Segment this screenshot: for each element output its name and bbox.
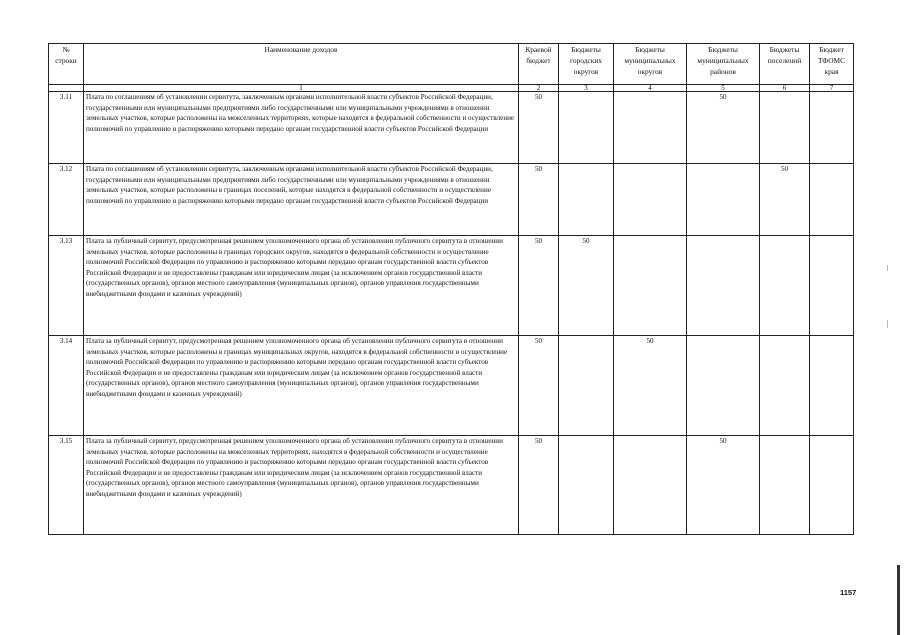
value-city-districts bbox=[559, 336, 614, 436]
value-regional-budget: 50 bbox=[519, 236, 559, 336]
value-municipal-districts: 50 bbox=[614, 336, 687, 436]
table-row bbox=[49, 336, 854, 436]
column-number bbox=[49, 85, 84, 92]
value-regional-budget: 50 bbox=[519, 164, 559, 236]
value-city-districts: 50 bbox=[559, 236, 614, 336]
value-tfoms bbox=[810, 336, 854, 436]
value-settlements bbox=[760, 92, 810, 164]
header-row-number: № строки bbox=[49, 44, 84, 85]
value-municipal-regions bbox=[687, 336, 760, 436]
value-tfoms bbox=[810, 92, 854, 164]
column-number: 2 bbox=[519, 85, 559, 92]
row-number: 3.15 bbox=[49, 436, 84, 535]
value-city-districts bbox=[559, 92, 614, 164]
row-number: 3.11 bbox=[49, 92, 84, 164]
column-number: 4 bbox=[614, 85, 687, 92]
row-number: 3.14 bbox=[49, 336, 84, 436]
table-row bbox=[49, 436, 854, 535]
row-number: 3.12 bbox=[49, 164, 84, 236]
scan-margin-mark bbox=[887, 320, 888, 328]
revenue-description: Плата по соглашениям об установлении сервитута, заключенным органами исполнительной власти субъектов Российской Федерации, государственными или муниципальными предприятиями либо государственными или муниципальными учреждениями в отношении земельных участков, которые расположены в границах поселений, которые находятся в федеральной собственности и осуществление полномочий по управлению и распоряжению которыми передано органам государственной власти субъектов Российской Федерации bbox=[84, 164, 519, 236]
revenue-description: Плата за публичный сервитут, предусмотренная решением уполномоченного органа об установлении публичного сервитута в отношении земельных участков, которые расположены в границах городских округов, находятся в федеральной собственности и осуществление полномочий Российской Федерации по управлению и распоряжению которыми передано органам государственной власти субъектов Российской Федерации и не предоставлены гражданам или юридическим лицам (за исключением органов государственной власти (государственных органов), органов местного самоуправления (муниципальных органов), органов управления государственными внебюджетными фондами и казенных учреждений) bbox=[84, 236, 519, 336]
row-number: 3.13 bbox=[49, 236, 84, 336]
value-regional-budget: 50 bbox=[519, 436, 559, 535]
column-number: 6 bbox=[760, 85, 810, 92]
column-number-row bbox=[49, 85, 854, 92]
revenue-distribution-table bbox=[48, 43, 854, 535]
column-number: 7 bbox=[810, 85, 854, 92]
revenue-description: Плата по соглашениям об установлении сервитута, заключенным органами исполнительной власти субъектов Российской Федерации, государственными или муниципальными предприятиями либо государственными или муниципальными учреждениями в отношении земельных участков, которые расположены на межселенных территориях, которые находятся в федеральной собственности и осуществление полномочий по управлению и распоряжению которыми передано органам государственной власти субъектов Российской Федерации bbox=[84, 92, 519, 164]
value-settlements bbox=[760, 236, 810, 336]
table-row bbox=[49, 164, 854, 236]
value-regional-budget: 50 bbox=[519, 336, 559, 436]
table-row bbox=[49, 236, 854, 336]
value-municipal-districts bbox=[614, 164, 687, 236]
header-city-districts-budgets: Бюджеты городских округов bbox=[559, 44, 614, 85]
page-number: 1157 bbox=[840, 588, 857, 597]
header-revenue-name: Наименование доходов bbox=[84, 44, 519, 85]
revenue-description: Плата за публичный сервитут, предусмотренная решением уполномоченного органа об установлении публичного сервитута в отношении земельных участков, которые расположены в границах муниципальных округов, находятся в федеральной собственности и осуществление полномочий Российской Федерации по управлению и распоряжению которыми передано органам государственной власти субъектов Российской Федерации и не предоставлены гражданам или юридическим лицам (за исключением органов государственной власти (государственных органов), органов местного самоуправления (муниципальных органов), органов управления государственными внебюджетными фондами и казенных учреждений) bbox=[84, 336, 519, 436]
value-municipal-regions: 50 bbox=[687, 92, 760, 164]
header-municipal-districts-budgets: Бюджеты муниципальных округов bbox=[614, 44, 687, 85]
header-tfoms-budget: Бюджет ТФОМС края bbox=[810, 44, 854, 85]
value-tfoms bbox=[810, 236, 854, 336]
value-settlements bbox=[760, 336, 810, 436]
value-tfoms bbox=[810, 436, 854, 535]
value-municipal-regions: 50 bbox=[687, 436, 760, 535]
value-municipal-regions bbox=[687, 164, 760, 236]
header-row bbox=[49, 44, 854, 85]
value-city-districts bbox=[559, 164, 614, 236]
value-settlements bbox=[760, 436, 810, 535]
scan-margin-mark bbox=[887, 265, 888, 271]
value-city-districts bbox=[559, 436, 614, 535]
value-tfoms bbox=[810, 164, 854, 236]
value-municipal-regions bbox=[687, 236, 760, 336]
value-municipal-districts bbox=[614, 236, 687, 336]
value-municipal-districts bbox=[614, 436, 687, 535]
header-settlements-budgets: Бюджеты поселений bbox=[760, 44, 810, 85]
column-number: 5 bbox=[687, 85, 760, 92]
value-settlements: 50 bbox=[760, 164, 810, 236]
revenue-description: Плата за публичный сервитут, предусмотренная решением уполномоченного органа об установлении публичного сервитута в отношении земельных участков, которые расположены на межселенных территориях, находятся в федеральной собственности и осуществление полномочий Российской Федерации по управлению и распоряжению которыми передано органам государственной власти субъектов Российской Федерации и не предоставлены гражданам или юридическим лицам (за исключением органов государственной власти (государственных органов), органов местного самоуправления (муниципальных органов), органов управления государственными внебюджетными фондами и казенных учреждений) bbox=[84, 436, 519, 535]
column-number: 3 bbox=[559, 85, 614, 92]
table-row bbox=[49, 92, 854, 164]
value-municipal-districts bbox=[614, 92, 687, 164]
column-number: 1 bbox=[84, 85, 519, 92]
header-regional-budget: Краевой бюджет bbox=[519, 44, 559, 85]
header-municipal-regions-budgets: Бюджеты муниципальных районов bbox=[687, 44, 760, 85]
scan-binding-edge bbox=[897, 565, 900, 635]
value-regional-budget: 50 bbox=[519, 92, 559, 164]
